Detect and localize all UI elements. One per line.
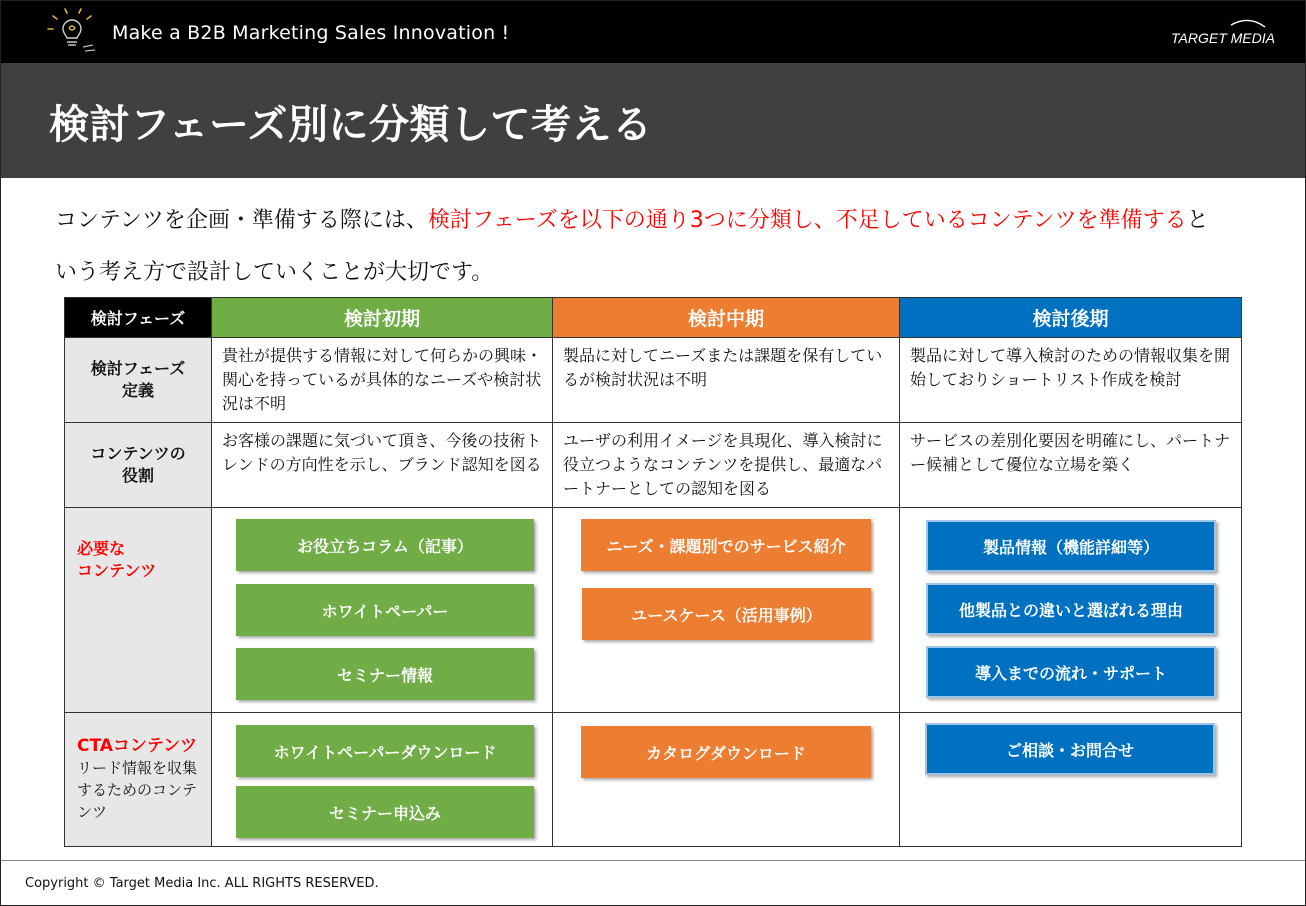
copyright: Copyright © Target Media Inc. ALL RIGHTS RESERVED. [25,876,379,891]
footer-divider [1,860,1305,861]
role-label [65,423,212,508]
content-button[interactable]: ホワイトペーパー [236,584,534,636]
cta-row [65,713,1242,847]
required-label [65,508,212,713]
definition-early: 貴社が提供する情報に対して何らかの興味・関心を持っているが具体的なニーズや検討状況は不明 [212,338,553,423]
role-mid: ユーザの利用イメージを具現化、導入検討に役立つようなコンテンツを提供し、最適なパートナーとしての認知を図る [553,423,900,508]
content-button[interactable]: 導入までの流れ・サポート [926,646,1216,698]
intro-text [55,195,1255,299]
definition-label-line2: 定義 [121,381,154,400]
phase-header-early: 検討初期 [212,298,553,338]
page-title: 検討フェーズ別に分類して考える [49,102,653,148]
tagline: Make a B2B Marketing Sales Innovation ! [112,22,510,44]
required-label-line1: 必要な [77,539,126,558]
required-label-line2: コンテンツ [77,561,157,580]
content-button[interactable]: お役立ちコラム（記事） [236,519,534,571]
target-media-logo [1171,19,1283,51]
cta-button[interactable]: ご相談・お問合せ [925,723,1215,775]
role-label-line1: コンテンツの [90,444,186,463]
cta-early [212,713,553,847]
logo-text: TARGET MEDIA [1171,30,1275,46]
required-early [212,508,553,713]
definition-row [65,338,1242,423]
title-bar [1,63,1305,178]
header-row [65,298,1242,338]
top-bar [1,1,1305,63]
phase-header-late: 検討後期 [900,298,1242,338]
cta-label-desc: リード情報を収集するためのコンテンツ [77,759,198,821]
cta-button[interactable]: ホワイトペーパーダウンロード [236,725,534,777]
intro-line2: いう考え方で設計していくことが大切です。 [55,260,494,285]
cta-mid [553,713,900,847]
intro-part2: と [1186,208,1209,233]
role-label-line2: 役割 [121,466,154,485]
phase-table [64,297,1242,847]
role-row [65,423,1242,508]
definition-late: 製品に対して導入検討のための情報収集を開始しておりショートリスト作成を検討 [900,338,1242,423]
cta-label-title: CTAコンテンツ [77,736,198,756]
cta-button[interactable]: カタログダウンロード [581,726,871,778]
definition-label-line1: 検討フェーズ [90,359,186,378]
phase-header-mid: 検討中期 [553,298,900,338]
cta-late [900,713,1242,847]
content-button[interactable]: 製品情報（機能詳細等） [926,520,1216,572]
content-button[interactable]: ニーズ・課題別でのサービス紹介 [581,519,871,571]
cta-button[interactable]: セミナー申込み [236,786,534,838]
required-late [900,508,1242,713]
cta-label [65,713,212,847]
corner-label: 検討フェーズ [65,298,212,338]
required-mid [553,508,900,713]
definition-label [65,338,212,423]
intro-highlight: 検討フェーズを以下の通り3つに分類し、不足しているコンテンツを準備する [427,208,1187,233]
required-row [65,508,1242,713]
lightbulb-icon [45,7,101,57]
role-early: お客様の課題に気づいて頂き、今後の技術トレンドの方向性を示し、ブランド認知を図る [212,423,553,508]
role-late: サービスの差別化要因を明確にし、パートナー候補として優位な立場を築く [900,423,1242,508]
content-button[interactable]: ユースケース（活用事例） [582,588,871,640]
content-button[interactable]: セミナー情報 [236,648,534,700]
definition-mid: 製品に対してニーズまたは課題を保有しているが検討状況は不明 [553,338,900,423]
intro-part1: コンテンツを企画・準備する際には、 [55,208,428,233]
content-button[interactable]: 他製品との違いと選ばれる理由 [926,583,1216,635]
